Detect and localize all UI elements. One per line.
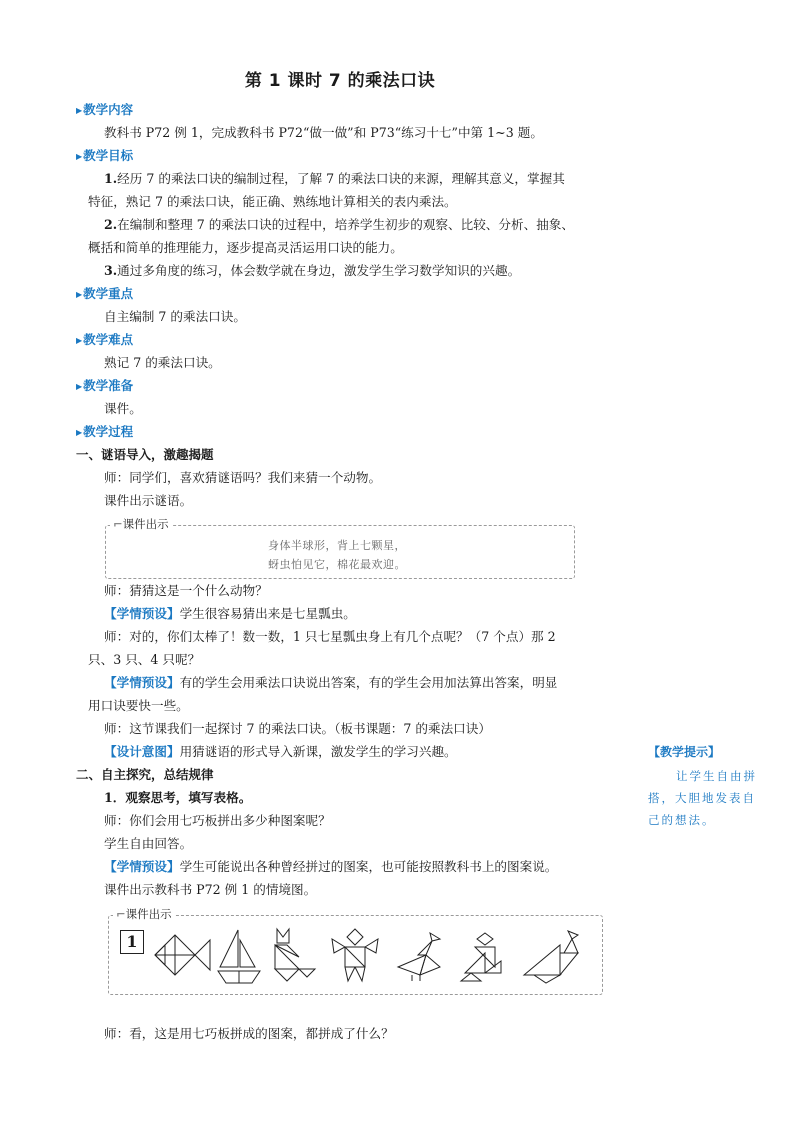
sidebar-tip-line-2: 搭，大胆地发表自 [648,791,756,805]
riddle-line-1: 身体半球形，背上七颗星， [268,539,406,552]
part2-line-4: 课件出示教科书 P72 例 1 的情境图。 [104,882,317,897]
sidebar-tip-line-1: 让学生自由拼 [676,769,757,783]
tangram-heron-icon [398,933,440,981]
part1-line-7: 师：这节课我们一起探讨 7 的乘法口诀。（板书课题：7 的乘法口诀） [104,721,491,736]
section-heading-content: ▶教学内容 [76,102,134,117]
tangram-fish-icon [155,935,210,975]
part1-line-1: 师：同学们，喜欢猜谜语吗？我们来猜一个动物。 [104,470,382,485]
prep-text: 课件。 [104,401,142,416]
courseware-label: ⌐课件出示 [110,516,172,532]
tangram-runner-icon [461,933,501,981]
part2-line-3: 【学情预设】学生可能说出各种曾经拼过的图案，也可能按照教科书上的图案说。 [104,859,558,874]
triangle-icon: ▶ [76,428,83,437]
part1-line-3: 师：猜猜这是一个什么动物？ [104,583,268,598]
triangle-icon: ▶ [76,336,83,345]
part1-line-8: 【设计意图】用猜谜语的形式导入新课，激发学生的学习兴趣。 [104,744,457,759]
part1-line-5b: 只、3 只、4 只呢？ [88,652,201,667]
section-heading-difficulty: ▶教学难点 [76,332,134,347]
section-heading-prep: ▶教学准备 [76,378,134,393]
part1-line-6a: 【学情预设】有的学生会用乘法口诀说出答案，有的学生会用加法算出答案，明显 [104,675,558,690]
tangram-swan-icon [524,931,578,983]
tangram-figures [150,925,590,987]
part1-line-4: 【学情预设】学生很容易猜出来是七星瓢虫。 [104,606,356,621]
part1-heading: 一、谜语导入，激趣揭题 [76,447,214,462]
part2-subheading: 1．观察思考，填写表格。 [104,790,252,805]
section-heading-key: ▶教学重点 [76,286,134,301]
part2-heading: 二、自主探究，总结规律 [76,767,214,782]
sidebar-tip-line-3: 己的想法。 [648,813,716,827]
page-title: 第 1 课时 7 的乘法口诀 [244,71,436,91]
triangle-icon: ▶ [76,382,83,391]
key-text: 自主编制 7 的乘法口诀。 [104,309,246,324]
part1-line-6b: 用口诀要快一些。 [88,698,189,713]
content-text: 教科书 P72 例 1，完成教科书 P72“做一做”和 P73“练习十七”中第 1~3 题。 [104,125,543,140]
section-heading-goals: ▶教学目标 [76,148,134,163]
example-number: 1 [120,930,144,954]
triangle-icon: ▶ [76,290,83,299]
riddle-line-2: 蚜虫怕见它，棉花最欢迎。 [268,558,406,571]
part2-line-2: 学生自由回答。 [104,836,193,851]
triangle-icon: ▶ [76,106,83,115]
goal-2-line-1: 2.在编制和整理 7 的乘法口诀的过程中，培养学生初步的观察、比较、分析、抽象、 [104,217,574,232]
goal-3-line-1: 3.通过多角度的练习，体会数学就在身边，激发学生学习数学知识的兴趣。 [104,263,521,278]
difficulty-text: 熟记 7 的乘法口诀。 [104,355,221,370]
goal-1-line-1: 1.经历 7 的乘法口诀的编制过程，了解 7 的乘法口诀的来源，理解其意义，掌握其 [104,171,565,186]
tangram-sailboat-icon [218,930,260,983]
tangram-person-icon [332,929,378,981]
goal-2-line-2: 概括和简单的推理能力，逐步提高灵活运用口诀的能力。 [88,240,403,255]
goal-1-line-2: 特征，熟记 7 的乘法口诀，能正确、熟练地计算相关的表内乘法。 [88,194,457,209]
part2-line-5: 师：看，这是用七巧板拼成的图案，都拼成了什么？ [104,1026,394,1041]
triangle-icon: ▶ [76,152,83,161]
sidebar-tip-title: 【教学提示】 [648,745,721,759]
tangram-cat-icon [275,929,315,981]
part2-line-1: 师：你们会用七巧板拼出多少种图案呢？ [104,813,331,828]
courseware-label-2: ⌐课件出示 [113,906,175,922]
part1-line-2: 课件出示谜语。 [104,493,193,508]
part1-line-5a: 师：对的，你们太棒了！数一数，1 只七星瓢虫身上有几个点呢？（7 个点）那 2 [104,629,556,644]
section-heading-process: ▶教学过程 [76,424,134,439]
